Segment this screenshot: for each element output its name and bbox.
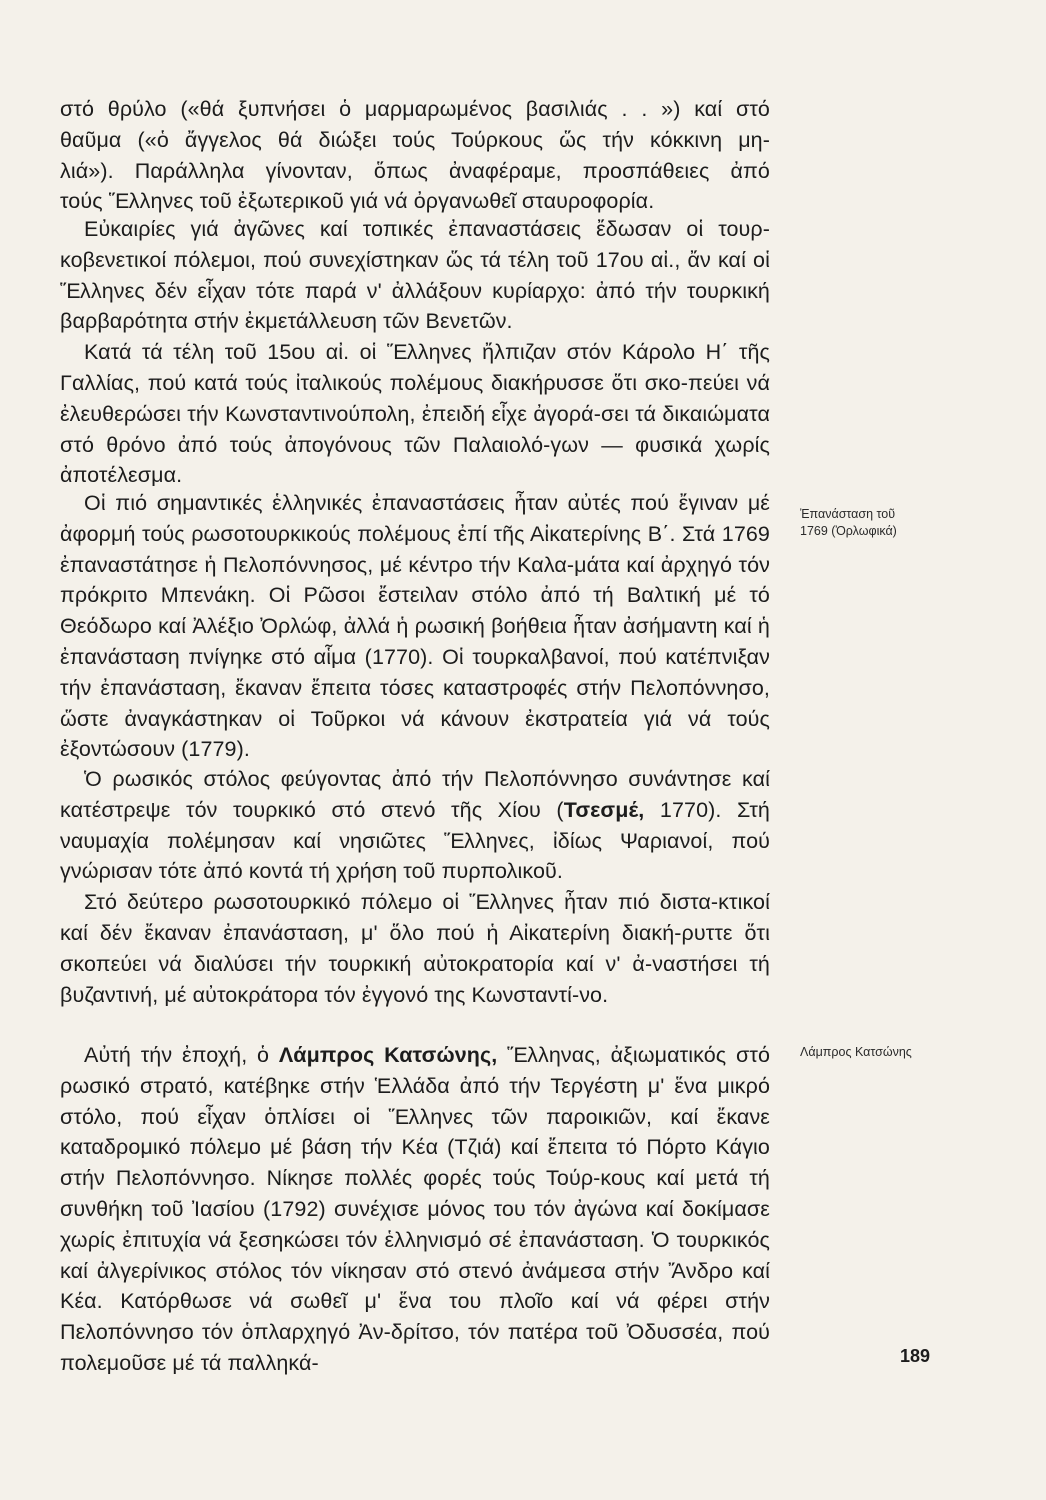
margin-note-katsonis	[800, 1044, 1000, 1061]
text-run: Ἕλληνας, ἀξιωματικός στό ρωσικό στρατό, κατέβηκε στήν Ἑλλάδα ἀπό τήν Τεργέστη μ' ἕνα μικρό στόλο, πού εἶχαν ὁπλίσει οἱ Ἕλληνες τῶν παροικιῶν, καί ἔκανε καταδρομικό πόλεμο μέ βάση τήν Κέα (Τζιά) καί ἔπειτα τό Πόρτο Κάγιο στήν Πελοπόννησο. Νίκησε πολλές φορές τούς Τούρ-κους καί μετά τή συνθήκη τοῦ Ἰασίου (1792) συνέχισε μόνος του τόν ἀγώνα καί δοκίμασε χωρίς ἐπιτυχία νά ξεσηκώσει τόν ἑλληνισμό σέ ἐπανάσταση. Ὁ τουρκικός καί ἀλγερίνικος στόλος τόν νίκησαν στό στενό ἀνάμεσα στήν Ἄνδρο καί Κέα. Κατόρθωσε νά σωθεῖ μ' ἕνα του πλοῖο καί νά φέρει στήν Πελοπόννησο τόν ὁπλαρχηγό Ἀν-δρίτσο, τόν πατέρα τοῦ Ὀδυσσέα, πού πολεμοῦσε μέ τά παλληκά-	[60, 1043, 771, 1375]
paragraph-continuation	[60, 94, 770, 217]
paragraph-venetian-wars	[60, 214, 770, 491]
bold-term-tsesme: Τσεσμέ,	[563, 797, 645, 822]
margin-note-line: Ἐπανάσταση τοῦ	[800, 507, 896, 521]
paragraph-katsonis	[60, 1040, 770, 1379]
text-run: 1770). Στή ναυμαχία πολέμησαν καί νησιῶτες Ἕλληνες, ἰδίως Ψαριανοί, πού γνώρισαν τότε ἀπό κοντά τή χρήση τοῦ πυρπολικοῦ.	[60, 797, 770, 884]
text-line: θαῦμα («ὁ ἄγγελος θά διώξει τούς Τούρκους ὥς τήν κόκκινη μη-	[60, 127, 770, 152]
paragraph-text: Κατά τά τέλη τοῦ 15ου αἰ. οἱ Ἕλληνες ἤλπιζαν στόν Κάρολο Η΄ τῆς Γαλλίας, πού κατά τούς ἰταλικούς πολέμους διακήρυσσε ὅτι σκο-πεύει νά ἐλευθερώσει τήν Κωνσταντινούπολη, ἐπειδή εἶχε ἀγορά-σει τά δικαιώματα στό θρόνο ἀπό τούς ἀπογόνους τῶν Παλαιολό-γων — φυσικά χωρίς ἀποτέλεσμα.	[60, 340, 770, 488]
text-run: Ὁ ρωσικός στόλος φεύγοντας ἀπό τήν Πελοπόννησο συνάντησε καί κατέστρεψε τόν τουρκικό στό στενό τῆς Χίου (	[60, 767, 770, 822]
page-number: 189	[900, 1346, 931, 1366]
paragraph-text: Εὐκαιρίες γιά ἀγῶνες καί τοπικές ἐπαναστάσεις ἔδωσαν οἱ τουρ-κοβενετικοί πόλεμοι, πού συνεχίστηκαν ὥς τά τέλη τοῦ 17ου αἰ., ἄν καί οἱ Ἕλληνες δέν εἶχαν τότε παρά ν' ἀλλάξουν κυρίαρχο: ἀπό τήν τουρκική βαρβαρότητα στήν ἐκμετάλλευση τῶν Βενετῶν.	[60, 217, 770, 334]
text-run: Αὐτή τήν ἐποχή, ὁ	[84, 1043, 279, 1067]
paragraph-orlov-revolt	[60, 488, 770, 765]
text-line: στό θρύλο («θά ξυπνήσει ὁ μαρμαρωμένος βασιλιάς . . ») καί στό	[60, 97, 770, 121]
margin-note-line: Λάμπρος Κατσώνης	[800, 1045, 912, 1059]
text-line: λιά»). Παράλληλα γίνονταν, ὅπως ἀναφέραμε, προσπάθειες ἀπό	[60, 158, 770, 183]
paragraph-chesme	[60, 764, 770, 1010]
paragraph-text: Στό δεύτερο ρωσοτουρκικό πόλεμο οἱ Ἕλληνες ἦταν πιό διστα-κτικοί καί δέν ἔκαναν ἐπανάσταση, μ' ὅλο πού ἡ Αἰκατερίνη διακή-ρυττε ὅτι σκοπεύει νά διαλύσει τήν τουρκική αὐτοκρατορία καί ν' ἀ-ναστήσει τή βυζαντινή, μέ αὐτοκράτορα τόν ἐγγονό της Κωνσταντί-νο.	[60, 890, 770, 1007]
margin-note-1769-revolution	[800, 506, 1000, 540]
paragraph-text	[60, 764, 770, 887]
paragraph-text: Οἱ πιό σημαντικές ἑλληνικές ἐπαναστάσεις ἦταν αὐτές πού ἔγιναν μέ ἀφορμή τούς ρωσοτουρκικούς πολέμους ἐπί τῆς Αἰκατερίνης Β΄. Στά 1769 ἐπαναστάτησε ἡ Πελοπόννησος, μέ κέντρο τήν Καλα-μάτα καί ἀρχηγό τόν πρόκριτο Μπενάκη. Οἱ Ρῶσοι ἔστειλαν στόλο ἀπό τή Βαλτική μέ τό Θεόδωρο καί Ἀλέξιο Ὀρλώφ, ἀλλά ἡ ρωσική βοήθεια ἦταν ἀσήμαντη καί ἡ ἐπανάσταση πνίγηκε στό αἷμα (1770). Οἱ τουρκαλβανοί, πού κατέπνιξαν τήν ἐπανάσταση, ἔκαναν ἔπειτα τόσες καταστροφές στήν Πελοπόννησο, ὥστε ἀναγκάστηκαν οἱ Τοῦρκοι νά κάνουν ἐκστρατεία γιά νά τούς ἐξοντώσουν (1779).	[60, 491, 770, 762]
margin-note-line: 1769 (Ὀρλωφικά)	[800, 524, 897, 538]
text-line: τούς Ἕλληνες τοῦ ἐξωτερικοῦ γιά νά ὀργανωθεῖ σταυροφορία.	[60, 189, 655, 214]
bold-term-katsonis: Λάμπρος Κατσώνης,	[278, 1043, 498, 1067]
